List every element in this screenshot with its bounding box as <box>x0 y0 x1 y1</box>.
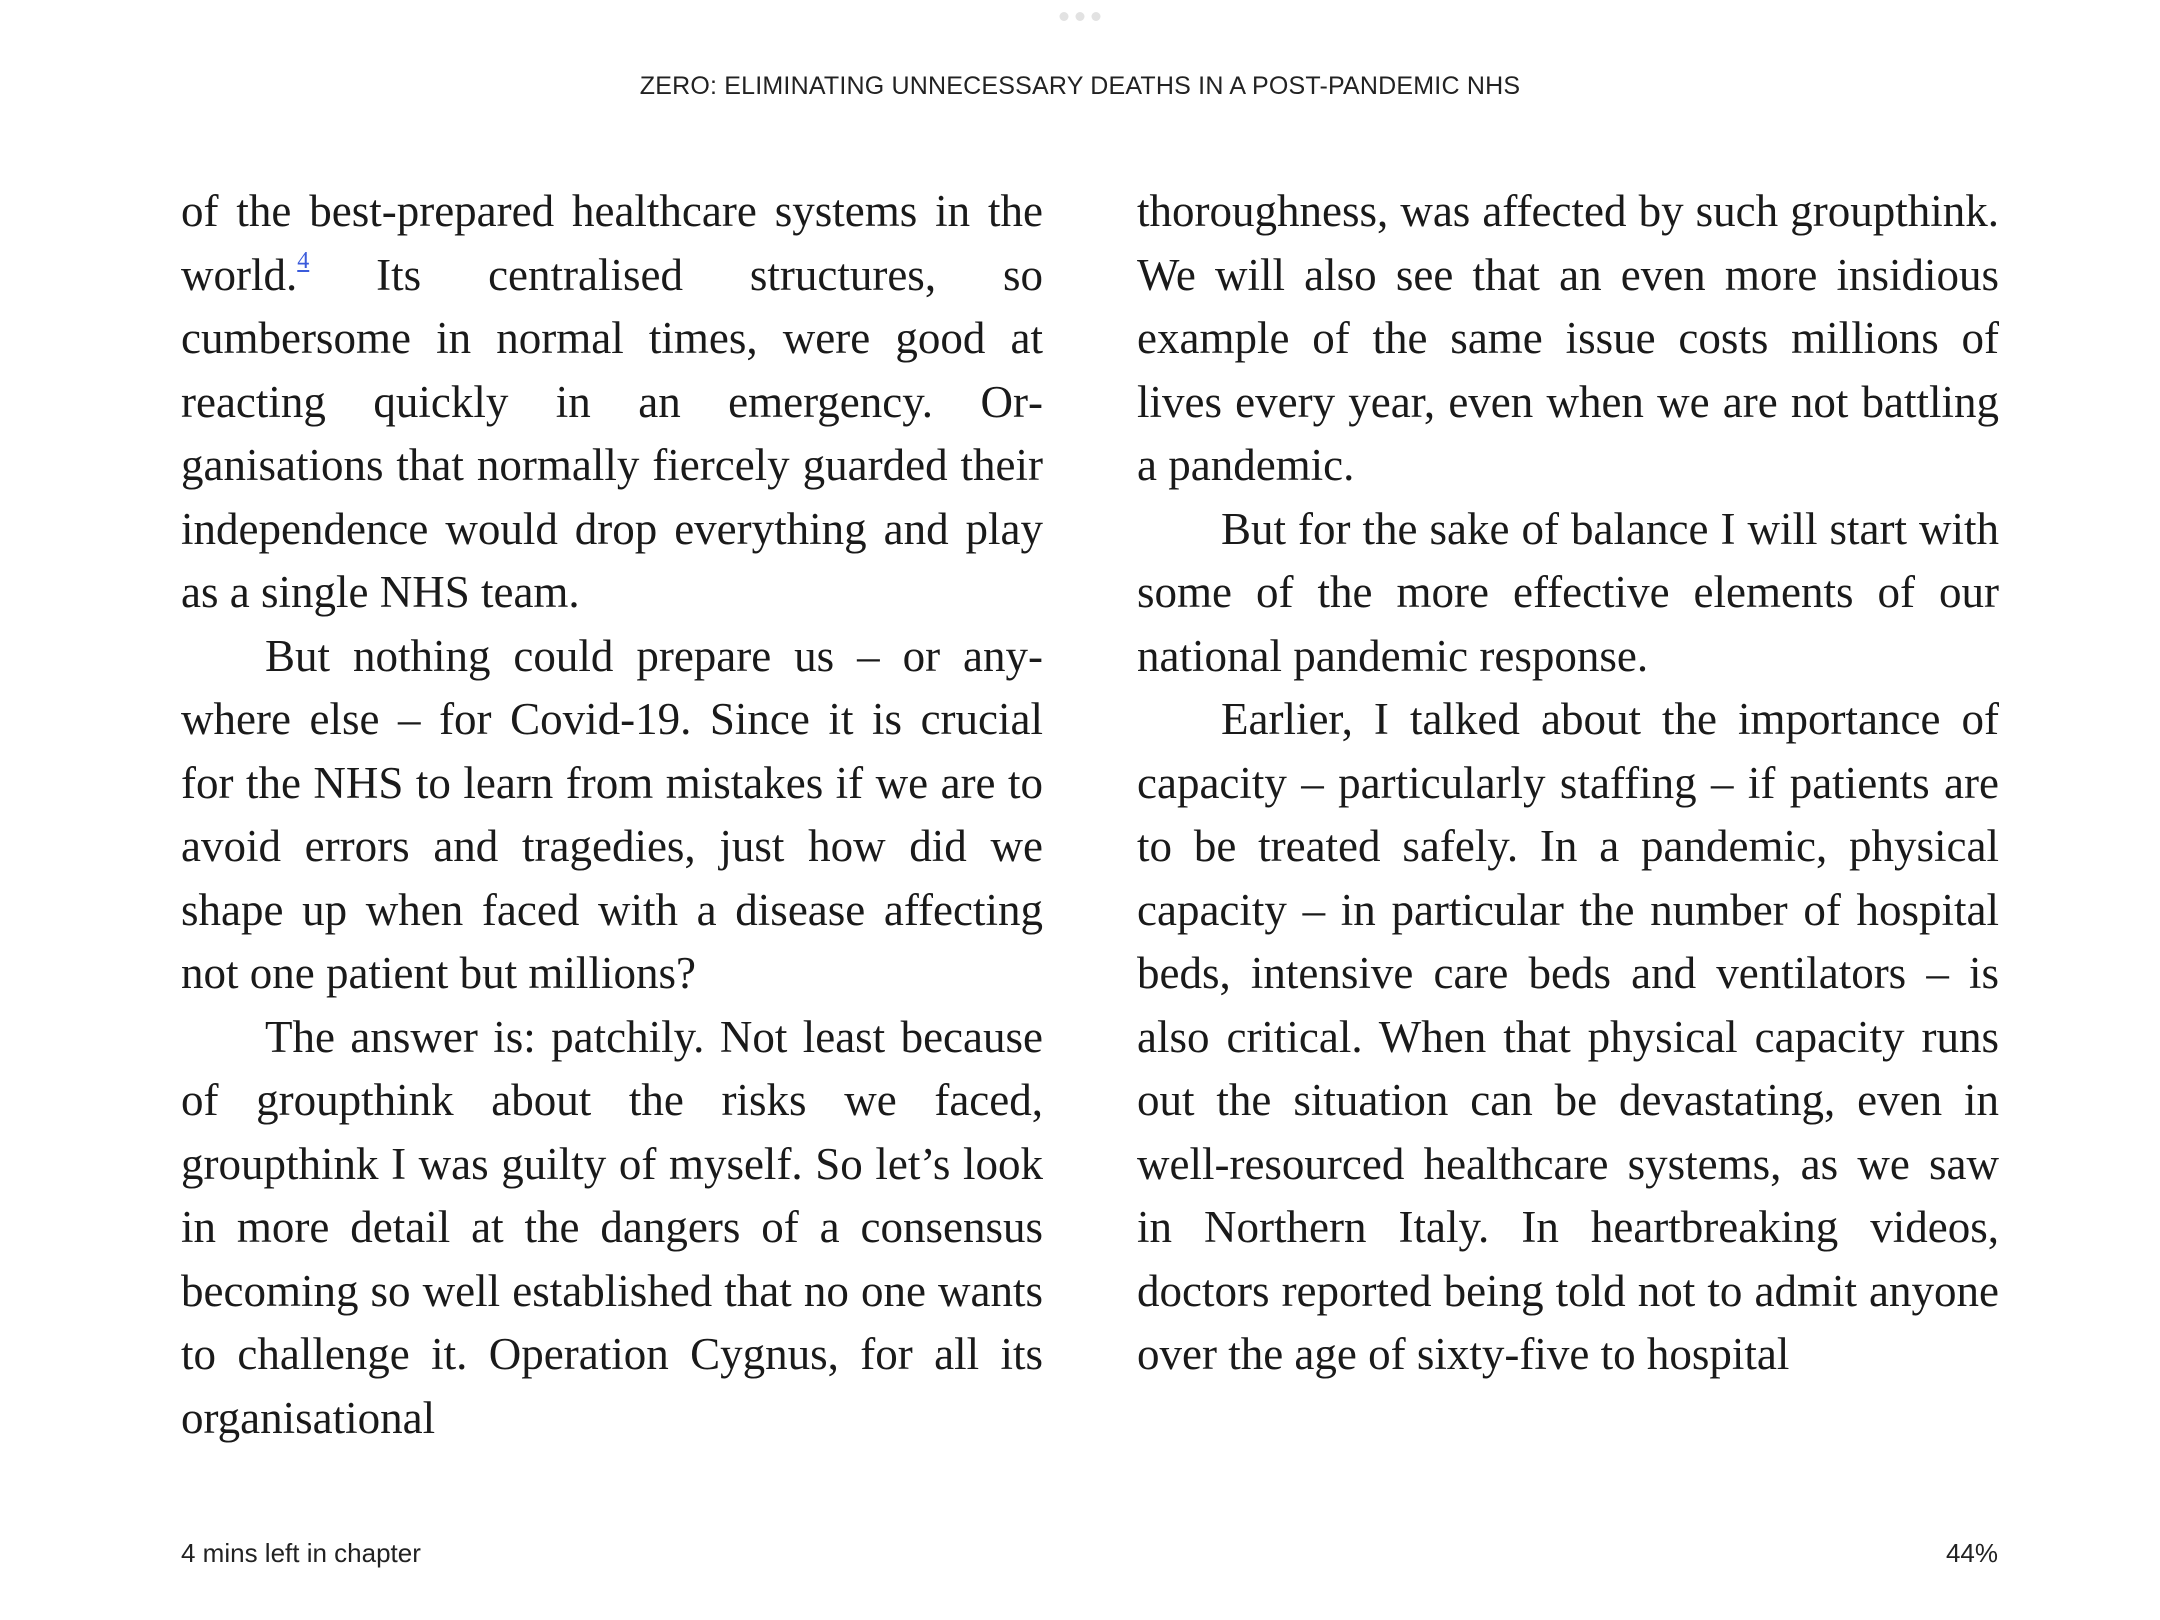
drag-handle-dot <box>1076 12 1085 21</box>
paragraph: thoroughness, was affected by such groupthink. We will also see that an even more insidious example of the same issue costs millions of lives every year, even when we are not battling a pandemic. <box>1137 186 1999 490</box>
footnote-link[interactable]: 4 <box>297 247 310 274</box>
chapter-time-remaining: 4 mins left in chapter <box>181 1538 421 1568</box>
reading-progress-percent: 44% <box>1945 1538 1998 1568</box>
page-column-right <box>1137 180 1999 1387</box>
paragraph: But for the sake of balance I will start with some of the more effective elements of our national pandemic response. <box>1137 503 1999 681</box>
book-title: ZERO: ELIMINATING UNNECESSARY DEATHS IN A POST-PANDEMIC NHS <box>639 72 1521 100</box>
paragraph-text: of the best-prepared healthcare systems in the world. <box>181 186 1043 300</box>
window-drag-handle[interactable] <box>1060 12 1101 21</box>
paragraph: The answer is: patchily. Not least because of groupthink about the risks we faced, groupthink I was guilty of myself. So let’s look in more detail at the dangers of a consensus becoming so well established that no one wants to challenge it. Operation Cygnus, for all its organisational <box>181 1011 1043 1443</box>
paragraph-text: Its centralised structures, so cumbersome in normal times, were good at reacting quickly in an emergency. Organisations that normally fiercely guarded their independence would drop everything and play as a single NHS team. <box>181 249 1043 617</box>
drag-handle-dot <box>1092 12 1101 21</box>
paragraph: But nothing could prepare us – or anywhere else – for Covid-19. Since it is crucial for the NHS to learn from mistakes if we are to avoid errors and tragedies, just how did we shape up when faced with a disease affecting not one patient but millions? <box>181 630 1043 998</box>
drag-handle-dot <box>1060 12 1069 21</box>
page-column-left <box>181 180 1043 1450</box>
paragraph: Earlier, I talked about the importance of capacity – particularly staffing – if patients are to be treated safely. In a pandemic, physical capacity – in particular the number of hospital beds, intensive care beds and ventilators – is also critical. When that physical capacity runs out the situation can be devastating, even in well-resourced healthcare systems, as we saw in Northern Italy. In heartbreaking videos, doctors reported being told not to admit anyone over the age of sixty-five to hospital <box>1137 694 1999 1379</box>
paragraph <box>181 180 1043 625</box>
